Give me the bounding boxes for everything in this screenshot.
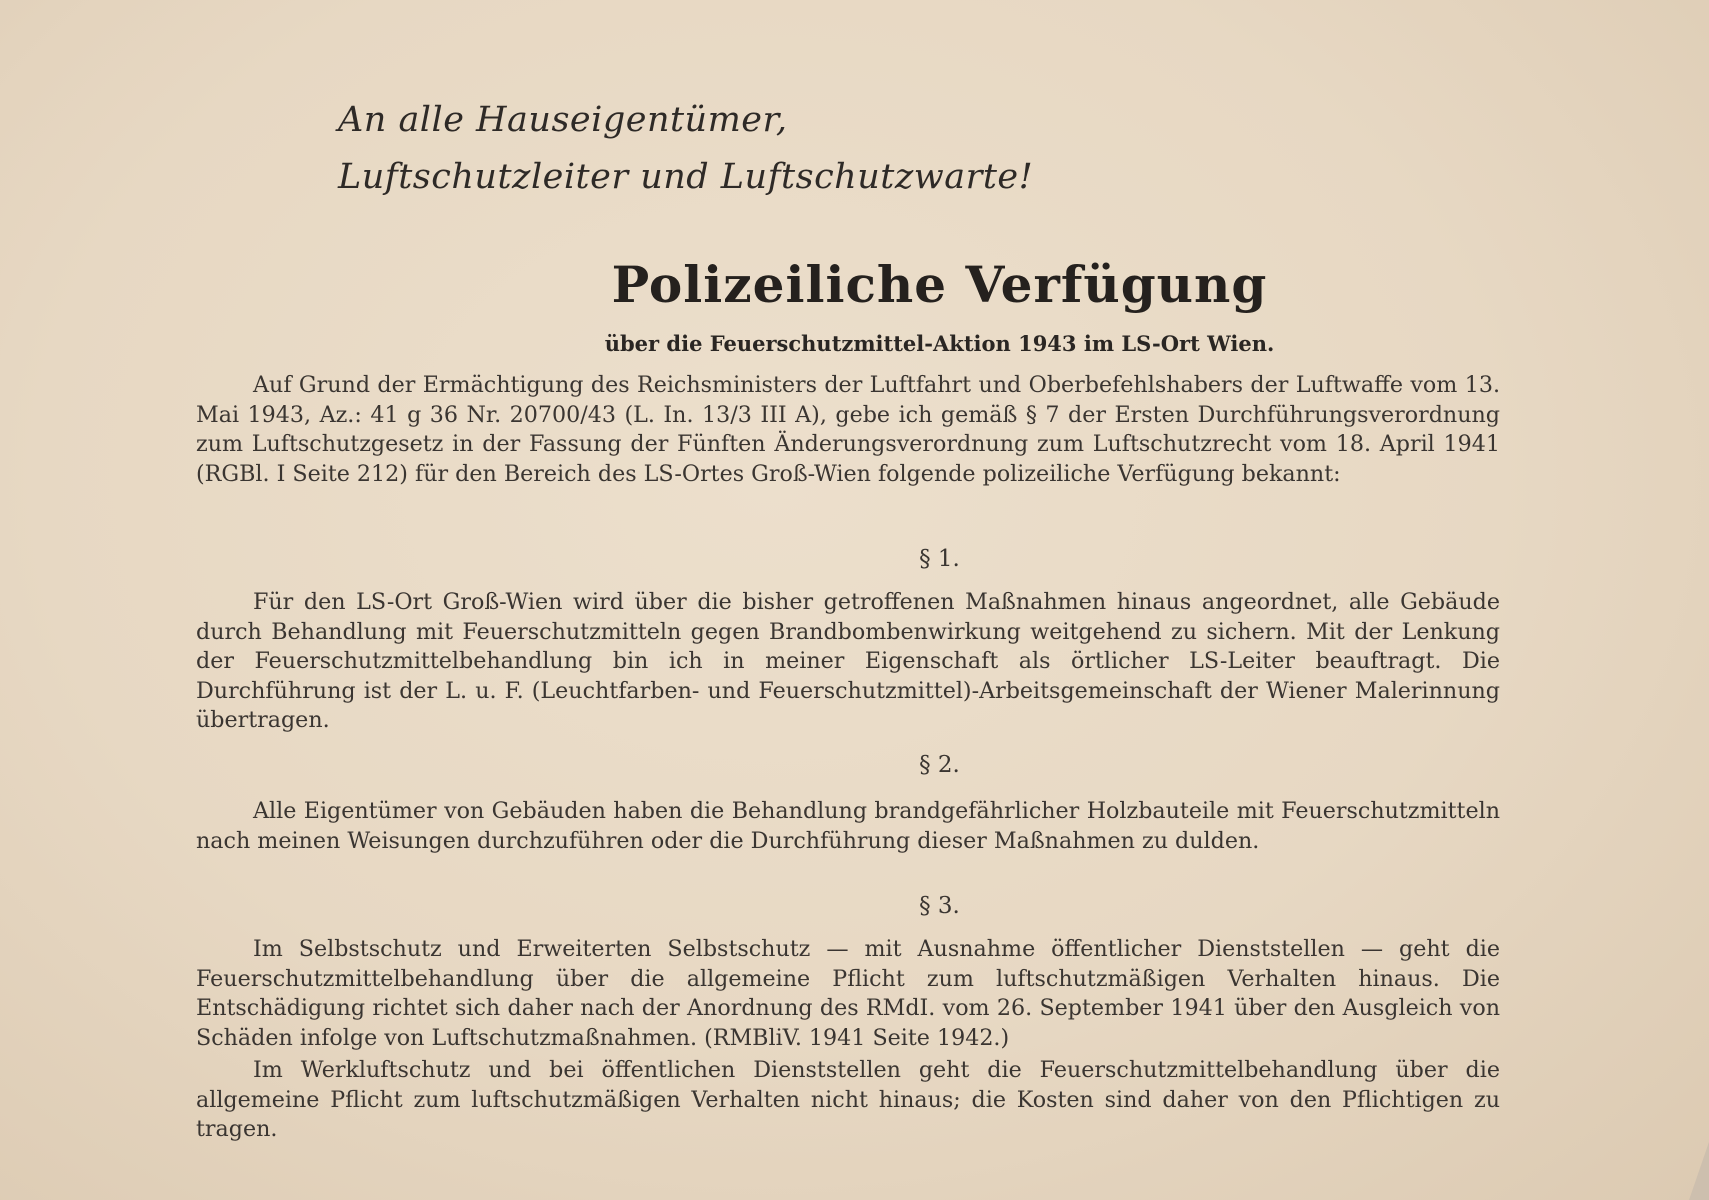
section-1-mark: § 1. <box>919 546 960 572</box>
page-subtitle: über die Feuerschutzmittel-Aktion 1943 im LS-Ort Wien. <box>604 331 1275 356</box>
address-block <box>338 92 1033 206</box>
section-1-body <box>196 588 1500 736</box>
address-line-2: Luftschutzleiter und Luftschutzwarte! <box>338 157 1034 197</box>
address-line-1: An alle Hauseigentümer, <box>338 100 788 140</box>
intro-paragraph: Auf Grund der Ermächtigung des Reichsministers der Luftfahrt und Oberbefehlshabers der Luftwaffe vom 13. Mai 1943, Az.: 41 g 36 Nr. 20700/43 (L. In. 13/3 III A), gebe ich gemäß § 7 der Ersten Durchführungsverordnung zum Luftschutzgesetz in der Fassung der Fünften Änderungsverordnung zum Luftschutzrecht vom 18. April 1941 (RGBl. I Seite 212) für den Bereich des LS-Ortes Groß-Wien folgende polizeiliche Verfügung bekannt: <box>196 372 1500 487</box>
section-2-mark: § 2. <box>919 752 960 778</box>
torn-corner <box>1689 1142 1709 1200</box>
section-3-body <box>196 935 1500 1145</box>
intro-block <box>196 371 1500 489</box>
section-2-body <box>196 797 1500 856</box>
section-3-mark: § 3. <box>919 893 960 919</box>
section-3-paragraph-2: Im Werkluftschutz und bei öffentlichen Dienststellen geht die Feuerschutzmittelbehandlung über die allgemeine Pflicht zum luftschutzmäßigen Verhalten nicht hinaus; die Kosten sind daher von den Pflichtigen zu tragen. <box>196 1057 1500 1142</box>
page-title: Polizeiliche Verfügung <box>611 255 1268 314</box>
section-1-paragraph: Für den LS-Ort Groß-Wien wird über die bisher getroffenen Maßnahmen hinaus angeordnet, alle Gebäude durch Behandlung mit Feuerschutzmitteln gegen Brandbombenwirkung weitgehend zu sichern. Mit der Lenkung der Feuerschutzmittelbehandlung bin ich in meiner Eigenschaft als örtlicher LS-Leiter beauftragt. Die Durchführung ist der L. u. F. (Leuchtfarben- und Feuerschutzmittel)-Arbeitsgemeinschaft der Wiener Malerinnung übertragen. <box>196 589 1500 733</box>
section-3-paragraph-1: Im Selbstschutz und Erweiterten Selbstschutz — mit Ausnahme öffentlicher Dienststellen — geht die Feuerschutzmittelbehandlung über die allgemeine Pflicht zum luftschutzmäßigen Verhalten hinaus. Die Entschädigung richtet sich daher nach der Anordnung des RMdI. vom 26. September 1941 über den Ausgleich von Schäden infolge von Luftschutzmaßnahmen. (RMBliV. 1941 Seite 1942.) <box>196 936 1500 1051</box>
section-2-paragraph: Alle Eigentümer von Gebäuden haben die Behandlung brandgefährlicher Holzbauteile mit Feuerschutzmitteln nach meinen Weisungen durchzuführen oder die Durchführung dieser Maßnahmen zu dulden. <box>196 798 1500 854</box>
